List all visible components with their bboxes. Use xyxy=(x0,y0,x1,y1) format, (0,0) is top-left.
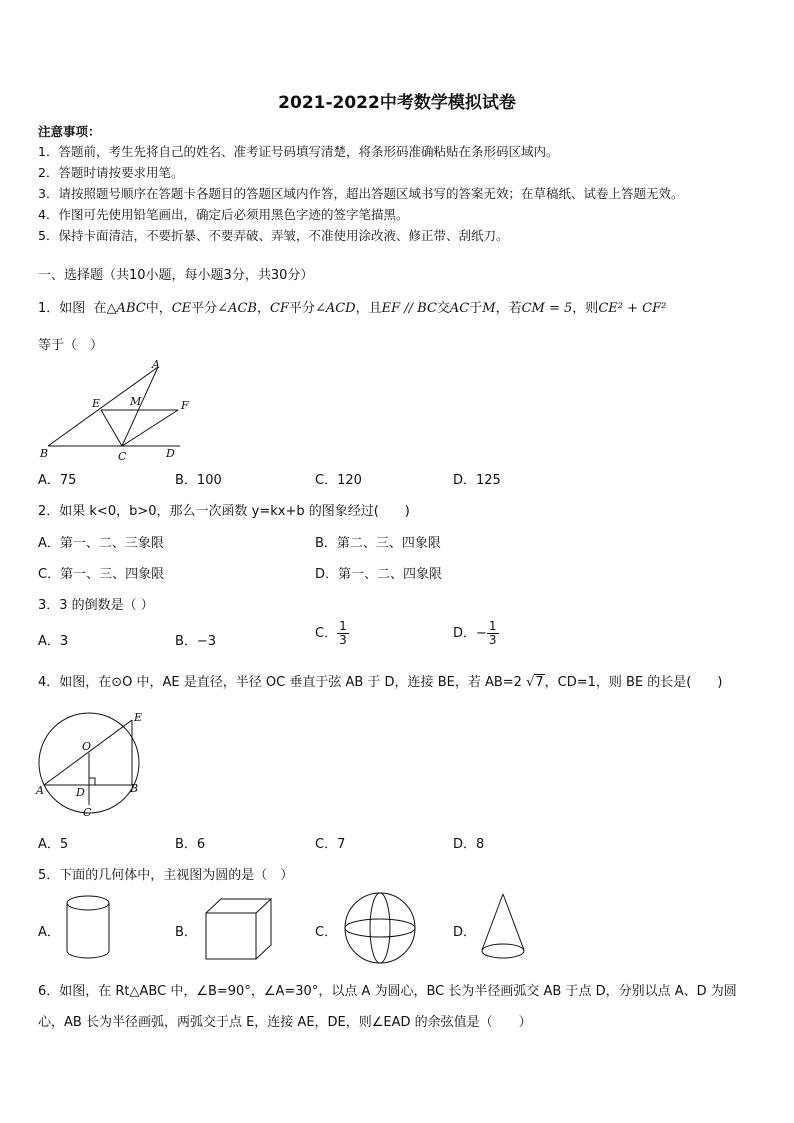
q3-option-b: B．−3 xyxy=(175,634,217,649)
cone-figure xyxy=(478,892,528,964)
q5-option-c: C． xyxy=(315,925,338,940)
label-a: A xyxy=(36,784,44,797)
q2-option-b: B．第二、三、四象限 xyxy=(315,536,441,551)
q4-option-d: D．8 xyxy=(453,837,485,852)
q1-text: 在 xyxy=(93,301,107,316)
numerator: 1 xyxy=(488,619,497,633)
right-angle-mark xyxy=(89,778,95,785)
fraction xyxy=(337,620,349,647)
q1-figure xyxy=(38,356,198,462)
q1-math-expression: CE² + CF² xyxy=(598,301,667,316)
q1-text: 交 xyxy=(436,301,450,316)
q1-option-b: B．100 xyxy=(175,473,222,488)
q4-text: ，CD=1，则 BE 的长是( ) xyxy=(544,675,723,690)
q1-option-a: A．75 xyxy=(38,473,77,488)
label-o: O xyxy=(82,740,92,753)
q1-math-m: M xyxy=(482,301,496,316)
label-d: D xyxy=(166,447,175,460)
question-4 xyxy=(38,671,722,690)
q1-option-d: D．125 xyxy=(453,473,501,488)
q2-option-d: D．第一、二、四象限 xyxy=(315,567,443,582)
question-1-line-2: 等于（ ） xyxy=(38,338,104,353)
q1-math-triangle: △ABC xyxy=(106,301,146,316)
line-ce xyxy=(101,410,122,446)
q1-math-cm: CM = 5 xyxy=(521,301,573,316)
cube-figure xyxy=(203,897,275,963)
notice-item: 1．答题前，考生先将自己的姓名、准考证号码填写清楚，将条形码准确粘贴在条形码区域内。 xyxy=(38,144,559,159)
cylinder-figure xyxy=(64,893,114,963)
question-6-line-2: 心，AB 长为半径画弧，两弧交于点 E，连接 AE，DE，则∠EAD 的余弦值是（ ） xyxy=(38,1015,532,1030)
q1-math-ef-bc: EF // BC xyxy=(381,301,437,316)
notice-heading: 注意事项： xyxy=(38,124,101,139)
notice-item: 4．作图可先使用铅笔画出，确定后必须用黑色字迹的签字笔描黑。 xyxy=(38,207,409,222)
notice-item: 2．答题时请按要求用笔。 xyxy=(38,165,184,180)
label-m: M xyxy=(130,395,142,408)
q4-option-a: A．5 xyxy=(38,837,69,852)
sqrt-sign: √ xyxy=(526,675,535,690)
q1-number: 1．如图 xyxy=(38,301,86,316)
label-c: C xyxy=(83,806,92,819)
label-e: E xyxy=(92,397,101,410)
denominator: 3 xyxy=(488,633,497,647)
q5-option-a: A． xyxy=(38,925,60,940)
label-b: B xyxy=(130,782,139,795)
q1-text: ，则 xyxy=(572,301,599,316)
q1-text: ，且 xyxy=(355,301,382,316)
label-d: D xyxy=(76,786,85,799)
q5-option-d: D． xyxy=(453,925,477,940)
question-3: 3．3 的倒数是（ ） xyxy=(38,598,154,613)
line-ba xyxy=(48,367,158,446)
q4-text: 4．如图，在⊙O 中，AE 是直径，半径 OC 垂直于弦 AB 于 D，连接 BE，若 AB=2 xyxy=(38,675,522,690)
q2-option-c: C．第一、三、四象限 xyxy=(38,567,165,582)
sphere-figure xyxy=(342,891,418,965)
q1-text: 平分 xyxy=(191,301,218,316)
q1-text: 于 xyxy=(469,301,483,316)
q5-option-b: B． xyxy=(175,925,197,940)
label-e: E xyxy=(134,711,143,724)
q1-text: 平分 xyxy=(288,301,315,316)
q2-option-a: A．第一、二、三象限 xyxy=(38,536,164,551)
q3-option-a: A．3 xyxy=(38,634,69,649)
label-b: B xyxy=(40,447,49,460)
notice-item: 3．请按照题号顺序在答题卡各题目的答题区域内作答，超出答题区域书写的答案无效；在草稿纸、试卷上答题无效。 xyxy=(38,186,684,201)
question-6-line-1: 6．如图，在 Rt△ABC 中，∠B=90°，∠A=30°，以点 A 为圆心，BC 长为半径画弧交 AB 于点 D，分别以点 A、D 为圆 xyxy=(38,984,737,999)
q4-option-b: B．6 xyxy=(175,837,206,852)
q1-math-ac: AC xyxy=(449,301,470,316)
option-label: D．− xyxy=(453,626,487,641)
question-5: 5．下面的几何体中，主视图为圆的是（ ） xyxy=(38,868,294,883)
label-a: A xyxy=(152,358,160,371)
label-c: C xyxy=(118,450,127,463)
q1-math-ce: CE xyxy=(171,301,192,316)
q4-option-c: C．7 xyxy=(315,837,346,852)
option-label: C． xyxy=(315,626,338,641)
sqrt-radicand: 7 xyxy=(535,675,544,690)
label-f: F xyxy=(181,399,189,412)
q3-option-d xyxy=(453,620,499,647)
fraction xyxy=(487,620,499,647)
page-title: 2021-2022中考数学模拟试卷 xyxy=(278,93,516,113)
q3-option-c xyxy=(315,620,349,647)
q1-math-cf: CF xyxy=(269,301,289,316)
question-1 xyxy=(38,297,666,316)
denominator: 3 xyxy=(339,633,347,647)
question-2: 2．如果 k<0，b>0，那么一次函数 y=kx+b 的图象经过( ) xyxy=(38,504,410,519)
q1-text: 中， xyxy=(145,301,172,316)
q1-math-angle-acb: ∠ACB xyxy=(217,301,257,316)
section-heading: 一、选择题（共10小题，每小题3分，共30分） xyxy=(38,268,314,283)
numerator: 1 xyxy=(339,619,347,633)
q1-math-angle-acd: ∠ACD xyxy=(314,301,356,316)
q1-text: ，若 xyxy=(495,301,522,316)
q1-text: ， xyxy=(256,301,270,316)
q1-option-c: C．120 xyxy=(315,473,362,488)
notice-item: 5．保持卡面清洁，不要折暴、不要弄破、弄皱，不准使用涂改液、修正带、刮纸刀。 xyxy=(38,228,509,243)
q4-figure xyxy=(34,710,149,822)
